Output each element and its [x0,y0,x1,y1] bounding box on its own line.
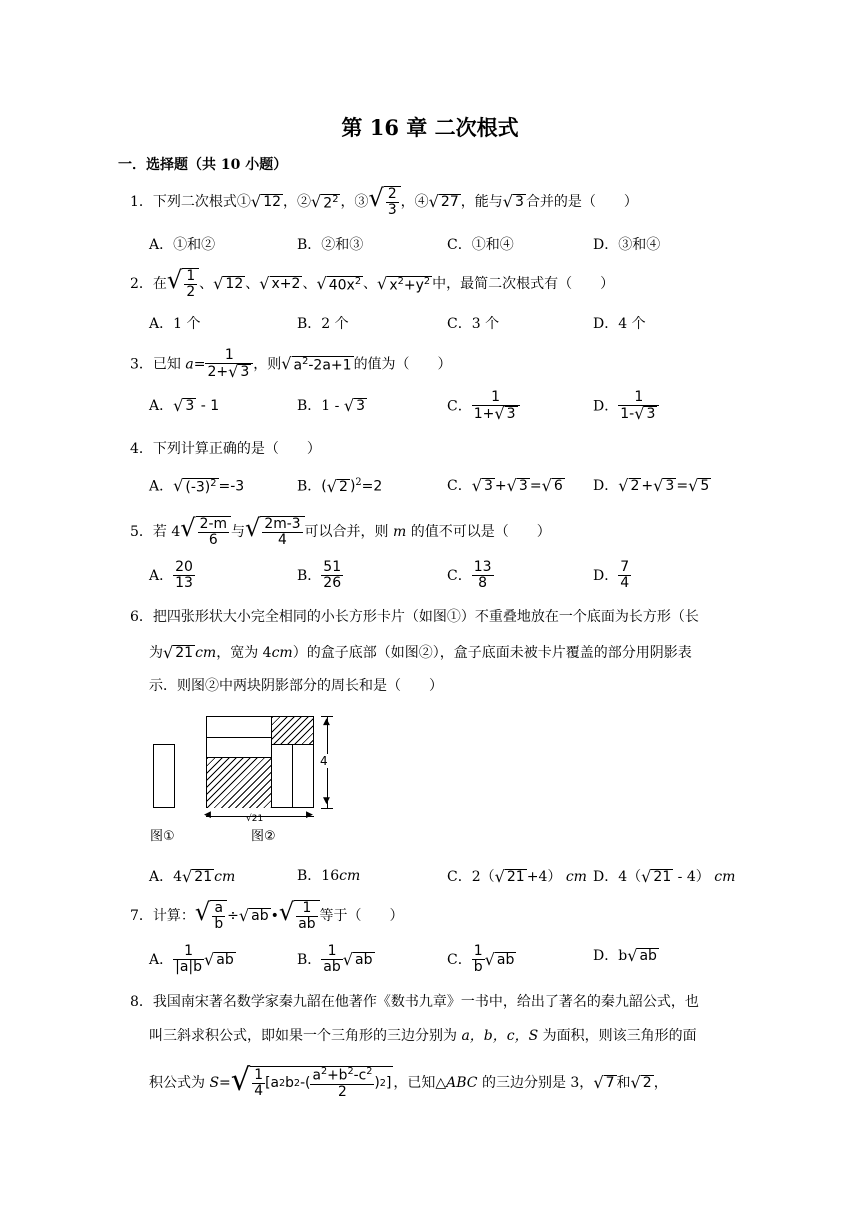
question-6-line-3: 示．则图②中两块阴影部分的周长和是（ ） [149,678,443,694]
page-title: 第 16 章 二次根式 [341,115,519,140]
q2-option-a[interactable]: A．1 个 [149,316,201,332]
q5-option-b[interactable]: B． $\frac{51}{26}$ [297,559,342,592]
question-8-line-2: 叫三斜求积公式，即如果一个三角形的三边分别为 a，b，c，S 为面积，则该三角形的面 [149,1028,697,1044]
q6-option-d[interactable]: D．4（ √ 21 - 4） cm [593,867,736,886]
figure-2-label: 图② [251,829,276,844]
q1-option-a[interactable]: A．①和② [149,237,216,253]
shaded-region-2 [272,717,313,745]
q5-option-d[interactable]: D． $\frac{7}{4}$ [593,559,630,592]
q5-option-a[interactable]: A． $\frac{20}{13}$ [149,559,193,592]
q7-option-b[interactable]: B． $\frac{1}{ab}$ √ ab [297,943,373,976]
q2-option-c[interactable]: C．3 个 [447,316,500,332]
q1-option-b[interactable]: B．②和③ [297,237,364,253]
q7-option-a[interactable]: A． $\frac{1}{|a|b}$ √ ab [149,943,234,976]
q4-option-b[interactable]: B．( √ 2 )$^2$=2 [297,476,383,496]
question-2: 2．在 √ $\frac{1}{2}$ 、 √ 12 、 √ x+2 、 √ $40x^2$ 、 √ $x^2+y^2$ 中，最简二次根式有（ ） [130,266,615,301]
height-arrow-up-icon: ▲ [323,717,330,727]
q7-option-d[interactable]: D．b √ ab [593,946,657,965]
q6-option-b[interactable]: B．16cm [297,868,361,884]
question-7: 7．计算： √ $\frac{a}{b}$ ÷ √ ab • √ $\frac{1}{ab}$ 等于（ ） [130,898,404,933]
width-label: √21 [246,814,264,824]
width-arrow-right-icon: ▶ [306,810,313,820]
q1-option-d[interactable]: D．③和④ [593,237,661,253]
card-rectangle [153,744,175,808]
question-8-line-1: 8．我国南宋著名数学家秦九韶在他著作《数书九章》一书中，给出了著名的秦九韶公式，也 [130,994,699,1010]
question-4: 4．下列计算正确的是（ ） [130,441,321,457]
q4-option-c[interactable]: C． √ 3 + √ 3 = √ 6 [447,476,563,495]
q3-option-c[interactable]: C． 1 1+ √ 3 [447,390,520,423]
q4-option-a[interactable]: A． √ $(-3)^2$ =-3 [149,476,245,496]
question-5: 5．若 4 √ $\frac{2-m}{6}$ 与 √ $\frac{2m-3}{4}$ 可以合并，则 m 的值不可以是（ ） [130,514,551,549]
q6-option-a[interactable]: A．4 √ 21 cm [149,867,236,886]
width-arrow-left-icon: ◀ [204,810,211,820]
question-6-line-1: 6．把四张形状大小完全相同的小长方形卡片（如图①）不重叠地放在一个底面为长方形（长 [130,609,699,625]
q6-figure [130,712,370,848]
q1-option-c[interactable]: C．①和④ [447,237,514,253]
q3-option-b[interactable]: B．1 - √ 3 [297,396,366,415]
question-6-line-2: 为 √ 21 cm，宽为 4cm）的盒子底部（如图②），盒子底面未被卡片覆盖的部分用阴影表 [149,643,692,662]
q3-option-a[interactable]: A． √ 3 - 1 [149,396,220,415]
question-3: 3．已知 a= 1 2+ √ 3 ，则 √ $a^2-2a+1$ 的值为（ ） [130,347,452,382]
box-outline [206,716,314,808]
height-label: 4 [320,754,328,768]
q5-option-c[interactable]: C． $\frac{13}{8}$ [447,559,492,592]
q2-option-d[interactable]: D．4 个 [593,316,646,332]
q7-option-c[interactable]: C． $\frac{1}{b}$ √ ab [447,943,515,976]
q6-option-c[interactable]: C．2（ √ 21 +4） cm [447,867,587,886]
section-heading: 一．选择题（共 10 小题） [118,157,288,173]
q3-option-d[interactable]: D． 1 1- √ 3 [593,390,659,423]
height-arrow-down-icon: ▼ [323,796,330,806]
q2-option-b[interactable]: B．2 个 [297,316,349,332]
question-1: 1．下列二次根式① √ 12 ，② √ $2^2$ ，③ √ $\frac{2}{3}$ ，④ √ 27 ，能与 √ 3 合并的是（ ） [130,184,638,219]
question-8-line-3: 积公式为 S= √ $\frac{1}{4}$ [a 2 b 2 -( $\frac{a^2+b^2-c^2}{2}$ ) 2 ] ，已知△ABC 的三边分别是 3， √ 7 和 √ 2 ， [149,1063,668,1100]
q4-option-d[interactable]: D． √ 2 + √ 3 = √ 5 [593,476,710,495]
shaded-region-1 [207,758,272,808]
figure-1-label: 图① [150,829,175,844]
